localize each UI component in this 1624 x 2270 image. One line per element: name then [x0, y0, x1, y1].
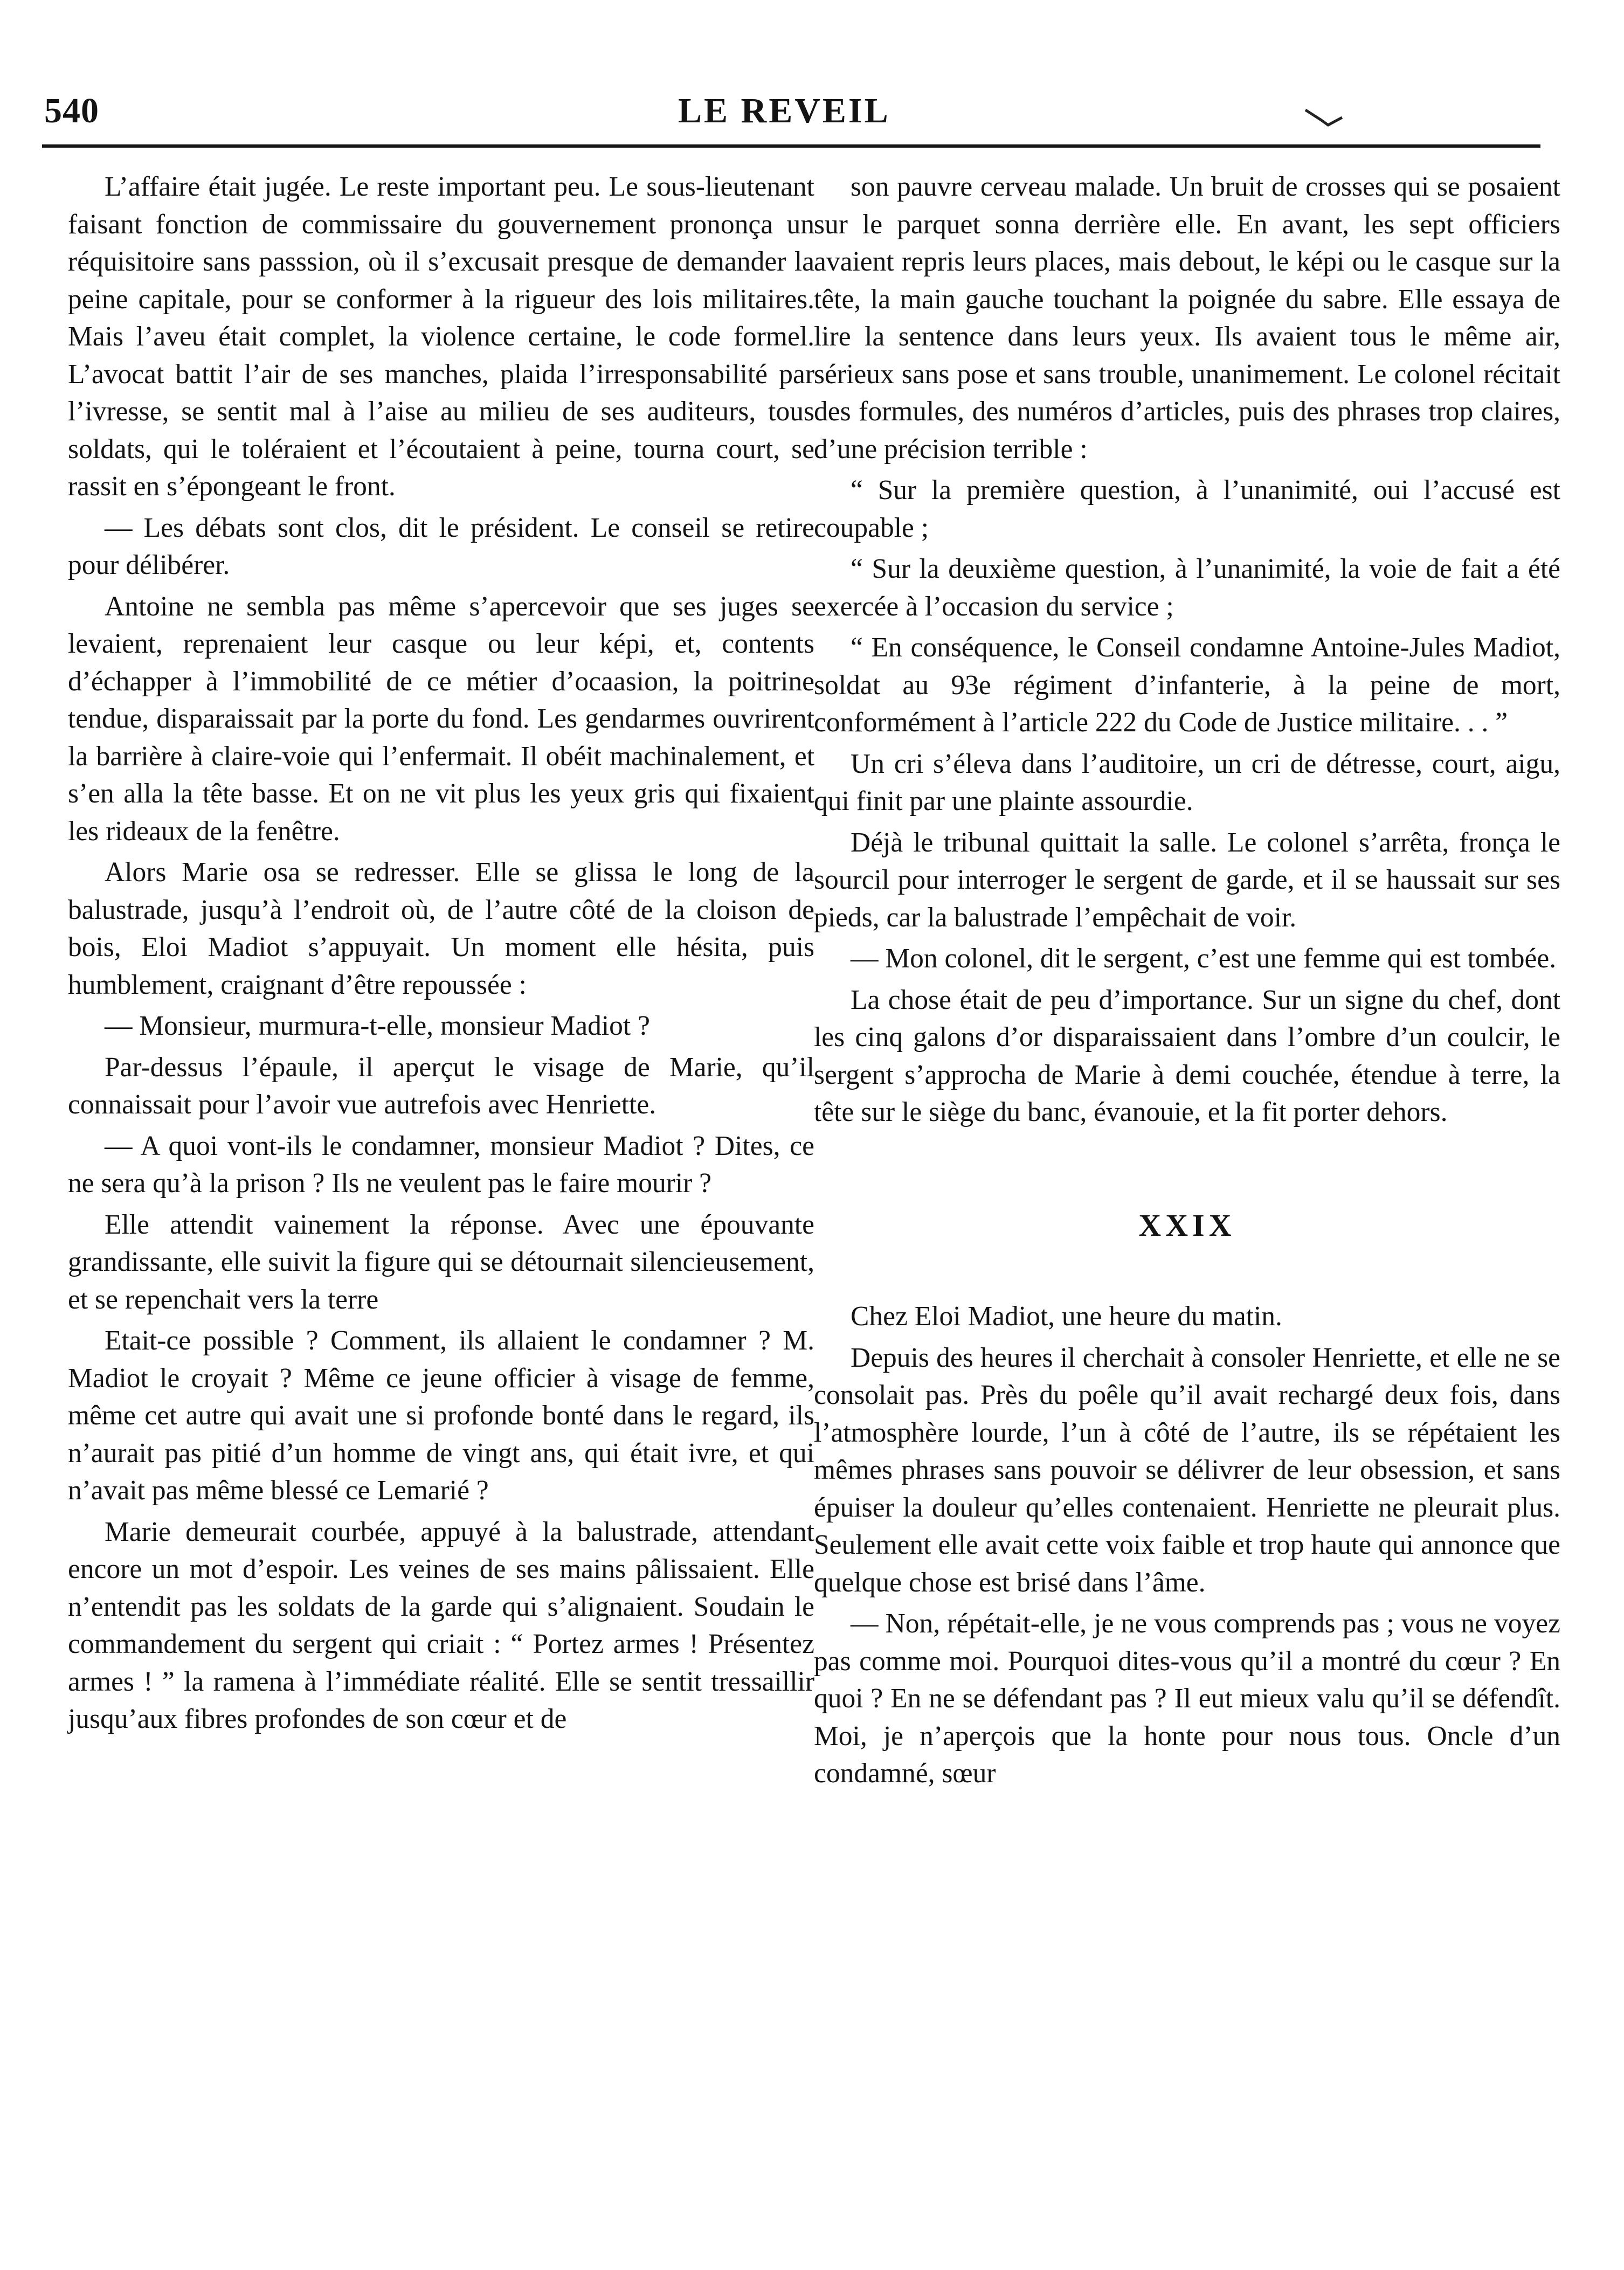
paragraph: — Mon colonel, dit le sergent, c’est une femme qui est tombée. — [851, 943, 1557, 974]
page-title: LE REVEIL — [678, 91, 890, 130]
paragraph: La chose était de peu d’importance. Sur un signe du chef, dont les cinq galons d’or disparaissaient dans l’ombre d’un coulcir, le sergent s’approcha de Marie à demi couchée, étendue à terre, la tête sur le siège du banc, évanouie, et la fit porter dehors. — [814, 984, 1560, 1127]
page-number: 540 — [44, 91, 99, 130]
paragraph: Chez Eloi Madiot, une heure du matin. — [851, 1301, 1282, 1332]
section-heading: XXIX — [1138, 1207, 1236, 1243]
paragraph: — Non, répétait-elle, je ne vous comprends pas ; vous ne voyez pas comme moi. Pourquoi dites-vous qu’il a montré du cœur ? En quoi ? En ne se défendant pas ? Il eut mieux valu qu’il se défendît. Moi, je n’aperçois que la honte pour nous tous. Oncle d’un condamné, sœur — [814, 1608, 1560, 1789]
paragraph: “ Sur la première question, à l’unanimité, oui l’accusé est coupable ; — [814, 475, 1560, 543]
left-column — [68, 168, 814, 1742]
paragraph: Alors Marie osa se redresser. Elle se glissa le long de la balustrade, jusqu’à l’endroit où, de l’autre côté de la cloison de bois, Eloi Madiot s’appuyait. Un moment elle hésita, puis humblement, craignant d’être repoussée : — [68, 857, 814, 1000]
paragraph: Depuis des heures il cherchait à consoler Henriette, et elle ne se consolait pas. Près du poêle qu’il avait rechargé deux fois, dans l’atmosphère lourde, l’un à côté de l’autre, ils se répétaient les mêmes phrases sans pouvoir se délivrer de leur obsession, et sans épuiser la douleur qu’elles contenaient. Henriette ne pleurait plus. Seulement elle avait cette voix faible et trop haute qui annonce que quelque chose est brisé dans l’âme. — [814, 1342, 1560, 1598]
paragraph: Antoine ne sembla pas même s’apercevoir que ses juges se levaient, reprenaient leur casque ou leur képi, et, contents d’échapper à l’immobilité de ce métier d’ocaasion, la poitrine tendue, disparaissait par la porte du fond. Les gendarmes ouvrirent la barrière à claire-voie qui l’enfermait. Il obéit machinalement, et s’en alla la tête basse. Et on ne vit plus les yeux gris qui fixaient les rideaux de la fenêtre. — [68, 591, 814, 847]
paragraph: Elle attendit vainement la réponse. Avec une épouvante grandissante, elle suivit la figure qui se détournait silencieusement, et se repenchait vers la terre — [68, 1209, 814, 1315]
paragraph: — A quoi vont-ils le condamner, monsieur Madiot ? Dites, ce ne sera qu’à la prison ? Ils ne veulent pas le faire mourir ? — [68, 1130, 814, 1199]
right-column — [814, 168, 1560, 1796]
paragraph: Etait-ce possible ? Comment, ils allaient le condamner ? M. Madiot le croyait ? Même ce jeune officier à visage de femme, même cet autre qui avait une si profonde bonté dans le regard, ils n’aurait pas pitié d’un homme de vingt ans, qui était ivre, et qui n’avait pas même blessé ce Lemarié ? — [68, 1325, 814, 1506]
paragraph: Par-dessus l’épaule, il aperçut le visage de Marie, qu’il connaissait pour l’avoir vue autrefois avec Henriette. — [68, 1051, 814, 1120]
paragraph: Un cri s’éleva dans l’auditoire, un cri de détresse, court, aigu, qui finit par une plainte assourdie. — [814, 748, 1560, 816]
paragraph: — Les débats sont clos, dit le président. Le conseil se retire pour délibérer. — [68, 512, 814, 580]
paragraph: “ En conséquence, le Conseil condamne Antoine-Jules Madiot, soldat au 93e régiment d’infanterie, à la peine de mort, conformément à l’article 222 du Code de Justice militaire. . . ” — [814, 632, 1560, 738]
paragraph: “ Sur la deuxième question, à l’unanimité, la voie de fait a été exercée à l’occasion du service ; — [814, 553, 1560, 622]
header-rule — [42, 144, 1540, 148]
paragraph: Déjà le tribunal quittait la salle. Le colonel s’arrêta, fronça le sourcil pour interroger le sergent de garde, et il se haussait sur ses pieds, car la balustrade l’empêchait de voir. — [814, 827, 1560, 933]
paragraph: Marie demeurait courbée, appuyé à la balustrade, attendant encore un mot d’espoir. Les veines de ses mains pâlissaient. Elle n’entendit pas les soldats de la garde qui s’alignaient. Soudain le commandement du sergent qui criait : “ Portez armes ! Présentez armes ! ” la ramena à l’immédiate réalité. Elle se sentit tressaillir jusqu’aux fibres profondes de son cœur et de — [68, 1516, 814, 1734]
paragraph: L’affaire était jugée. Le reste important peu. Le sous-lieutenant faisant fonction de commissaire du gouvernement prononça un réquisitoire sans passsion, où il s’excusait presque de demander la peine capitale, pour se conformer à la rigueur des lois militaires. Mais l’aveu était complet, la violence certaine, le code formel. L’avocat battit l’air de ses manches, plaida l’irresponsabilité par l’ivresse, se sentit mal à l’aise au milieu de ses auditeurs, tous soldats, qui le toléraient et l’écoutaient à peine, tourna court, se rassit en s’épongeant le front. — [68, 171, 814, 502]
paragraph: — Monsieur, murmura-t-elle, monsieur Madiot ? — [105, 1011, 650, 1041]
print-mark-icon — [1304, 107, 1364, 128]
paragraph: son pauvre cerveau malade. Un bruit de crosses qui se posaient sur le parquet sonna derrière elle. En avant, les sept officiers avaient repris leurs places, mais debout, le képi ou le casque sur la tête, la main gauche touchant la poignée du sabre. Elle essaya de lire la sentence dans leurs yeux. Ils avaient tous le même air, sérieux sans pose et sans trouble, unanimement. Le colonel récitait des formules, des numéros d’articles, puis des phrases trop claires, d’une précision terrible : — [814, 171, 1560, 465]
